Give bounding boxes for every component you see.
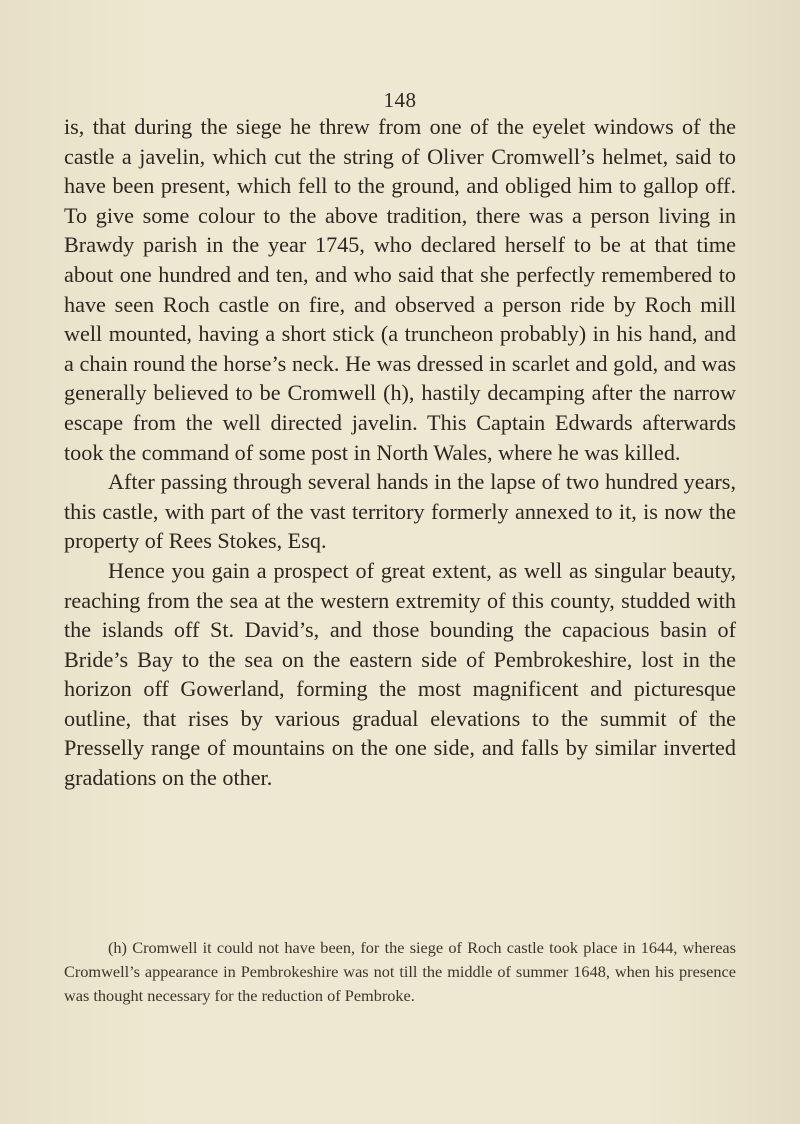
footnote: (h) Cromwell it could not have been, for the siege of Roch castle took place in 1644, whereas Cromwell’s appearance in Pembrokeshire was not till the middle of summer 1648, when his presence was thought necessary for the reduction of Pembroke. — [64, 938, 736, 1005]
body-text — [64, 112, 736, 793]
page-number: 148 — [383, 88, 417, 112]
paragraph-3: Hence you gain a prospect of great extent, as well as singular beauty, reaching from the sea at the western extremity of this county, studded with the islands off St. David’s, and those bounding the capacious basin of Bride’s Bay to the sea on the eastern side of Pembrokeshire, lost in the horizon off Gowerland, forming the most magnificent and picturesque outline, that rises by various gradual elevations to the summit of the Presselly range of mountains on the one side, and falls by similar inverted gradations on the other. — [64, 557, 736, 791]
paragraph-1: is, that during the siege he threw from one of the eyelet windows of the castle a javelin, which cut the string of Oliver Cromwell’s helmet, said to have been present, which fell to the ground, and obliged him to gallop off. To give some colour to the above tradition, there was a person living in Brawdy parish in the year 1745, who declared herself to be at that time about one hundred and ten, and who said that she perfectly remembered to have seen Roch castle on fire, and observed a person ride by Roch mill well mounted, having a short stick (a truncheon probably) in his hand, and a chain round the horse’s neck. He was dressed in scarlet and gold, and was generally believed to be Cromwell (h), hastily decamping after the narrow escape from the well directed javelin. This Captain Edwards afterwards took the command of some post in North Wales, where he was killed. — [64, 114, 736, 465]
paragraph-2: After passing through several hands in the lapse of two hundred years, this castle, with part of the vast territory formerly annexed to it, is now the property of Rees Stokes, Esq. — [64, 469, 736, 554]
